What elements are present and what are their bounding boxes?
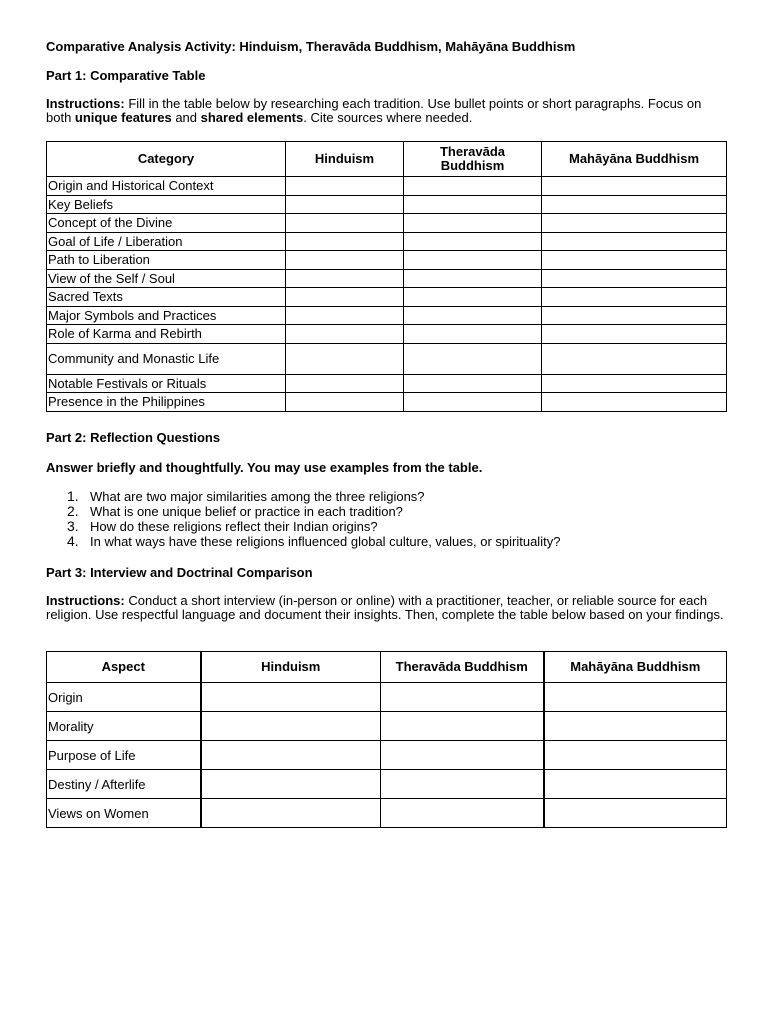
answer-cell[interactable] — [404, 195, 542, 214]
table-row — [47, 770, 727, 799]
answer-cell[interactable] — [544, 770, 727, 799]
table-row — [47, 325, 727, 344]
part2-subheading: Answer briefly and thoughtfully. You may use examples from the table. — [46, 460, 483, 475]
row-label: Role of Karma and Rebirth — [47, 325, 286, 344]
comparative-table — [46, 141, 727, 412]
part1-instructions — [46, 97, 726, 125]
answer-cell[interactable] — [404, 269, 542, 288]
list-item — [46, 519, 726, 534]
answer-cell[interactable] — [542, 214, 727, 233]
table-row — [47, 288, 727, 307]
answer-cell[interactable] — [542, 325, 727, 344]
table-row — [47, 251, 727, 270]
row-label: Destiny / Afterlife — [47, 770, 201, 799]
table-row — [47, 269, 727, 288]
answer-cell[interactable] — [201, 770, 381, 799]
part3-heading: Part 3: Interview and Doctrinal Comparison — [46, 565, 313, 580]
row-label: Morality — [47, 712, 201, 741]
answer-cell[interactable] — [544, 741, 727, 770]
answer-cell[interactable] — [404, 374, 542, 393]
list-item — [46, 534, 726, 549]
answer-cell[interactable] — [381, 683, 544, 712]
answer-cell[interactable] — [286, 177, 404, 196]
table-row — [47, 232, 727, 251]
part2-heading: Part 2: Reflection Questions — [46, 430, 221, 445]
instructions-text: Conduct a short interview (in-person or online) with a practitioner, teacher, or reliable source for each religion. Use respectful language and document their insights. Then, complete the table below based on your findings. — [46, 593, 724, 622]
instructions-label: Instructions: — [46, 593, 125, 608]
answer-cell[interactable] — [381, 799, 544, 828]
answer-cell[interactable] — [404, 343, 542, 374]
answer-cell[interactable] — [201, 683, 381, 712]
answer-cell[interactable] — [286, 374, 404, 393]
answer-cell[interactable] — [544, 712, 727, 741]
part3-instructions — [46, 594, 726, 622]
table-row — [47, 393, 727, 412]
answer-cell[interactable] — [404, 306, 542, 325]
interview-table — [46, 651, 727, 828]
answer-cell[interactable] — [542, 195, 727, 214]
column-header: Mahāyāna Buddhism — [544, 652, 727, 683]
answer-cell[interactable] — [286, 251, 404, 270]
answer-cell[interactable] — [542, 288, 727, 307]
answer-cell[interactable] — [201, 741, 381, 770]
answer-cell[interactable] — [542, 374, 727, 393]
answer-cell[interactable] — [286, 393, 404, 412]
question-text: How do these religions reflect their Indian origins? — [90, 519, 378, 534]
list-item — [46, 489, 726, 504]
question-number: 1. — [67, 488, 79, 504]
answer-cell[interactable] — [286, 232, 404, 251]
row-label: Origin and Historical Context — [47, 177, 286, 196]
table-row — [47, 343, 727, 374]
answer-cell[interactable] — [542, 232, 727, 251]
row-label: Purpose of Life — [47, 741, 201, 770]
answer-cell[interactable] — [542, 177, 727, 196]
answer-cell[interactable] — [286, 195, 404, 214]
table-header-row — [47, 142, 727, 177]
row-label: Presence in the Philippines — [47, 393, 286, 412]
answer-cell[interactable] — [544, 799, 727, 828]
document-title: Comparative Analysis Activity: Hinduism, Theravāda Buddhism, Mahāyāna Buddhism — [46, 39, 576, 54]
answer-cell[interactable] — [404, 288, 542, 307]
answer-cell[interactable] — [544, 683, 727, 712]
table-header-row — [47, 652, 727, 683]
reflection-question-list — [46, 489, 726, 549]
instructions-label: Instructions: — [46, 96, 125, 111]
question-text: What are two major similarities among the three religions? — [90, 489, 425, 504]
table-row — [47, 712, 727, 741]
row-label: View of the Self / Soul — [47, 269, 286, 288]
instructions-text: . Cite sources where needed. — [303, 110, 473, 125]
row-label: Goal of Life / Liberation — [47, 232, 286, 251]
row-label: Views on Women — [47, 799, 201, 828]
answer-cell[interactable] — [404, 251, 542, 270]
row-label: Concept of the Divine — [47, 214, 286, 233]
row-label: Community and Monastic Life — [47, 343, 286, 374]
question-number: 3. — [67, 518, 79, 534]
column-header: Theravāda Buddhism — [381, 652, 544, 683]
column-header: Theravāda Buddhism — [404, 142, 542, 177]
answer-cell[interactable] — [286, 306, 404, 325]
answer-cell[interactable] — [286, 214, 404, 233]
table-row — [47, 214, 727, 233]
answer-cell[interactable] — [404, 393, 542, 412]
table-row — [47, 306, 727, 325]
answer-cell[interactable] — [286, 343, 404, 374]
answer-cell[interactable] — [404, 232, 542, 251]
answer-cell[interactable] — [201, 712, 381, 741]
table-row — [47, 195, 727, 214]
answer-cell[interactable] — [542, 251, 727, 270]
part1-heading: Part 1: Comparative Table — [46, 68, 206, 83]
table-row — [47, 799, 727, 828]
list-item — [46, 504, 726, 519]
column-header: Mahāyāna Buddhism — [542, 142, 727, 177]
answer-cell[interactable] — [542, 343, 727, 374]
instructions-text: Fill in the table below by researching each tradition. Use bullet points or short paragraphs. Focus on both — [46, 96, 702, 125]
column-header: Hinduism — [201, 652, 381, 683]
table-row — [47, 683, 727, 712]
row-label: Major Symbols and Practices — [47, 306, 286, 325]
row-label: Notable Festivals or Rituals — [47, 374, 286, 393]
answer-cell[interactable] — [404, 214, 542, 233]
answer-cell[interactable] — [542, 269, 727, 288]
answer-cell[interactable] — [286, 269, 404, 288]
answer-cell[interactable] — [404, 177, 542, 196]
table-row — [47, 177, 727, 196]
row-label: Sacred Texts — [47, 288, 286, 307]
column-header: Category — [47, 142, 286, 177]
answer-cell[interactable] — [201, 799, 381, 828]
instructions-emphasis: shared elements — [200, 110, 304, 125]
answer-cell[interactable] — [542, 306, 727, 325]
row-label: Origin — [47, 683, 201, 712]
answer-cell[interactable] — [381, 770, 544, 799]
question-number: 4. — [67, 533, 79, 549]
question-text: What is one unique belief or practice in each tradition? — [90, 504, 403, 519]
instructions-text: and — [171, 110, 201, 125]
instructions-emphasis: unique features — [74, 110, 172, 125]
answer-cell[interactable] — [381, 741, 544, 770]
row-label: Key Beliefs — [47, 195, 286, 214]
column-header: Hinduism — [286, 142, 404, 177]
answer-cell[interactable] — [542, 393, 727, 412]
answer-cell[interactable] — [381, 712, 544, 741]
table-row — [47, 741, 727, 770]
question-text: In what ways have these religions influenced global culture, values, or spirituality? — [90, 534, 561, 549]
row-label: Path to Liberation — [47, 251, 286, 270]
column-header: Aspect — [47, 652, 201, 683]
answer-cell[interactable] — [286, 288, 404, 307]
table-row — [47, 374, 727, 393]
answer-cell[interactable] — [286, 325, 404, 344]
answer-cell[interactable] — [404, 325, 542, 344]
question-number: 2. — [67, 503, 79, 519]
